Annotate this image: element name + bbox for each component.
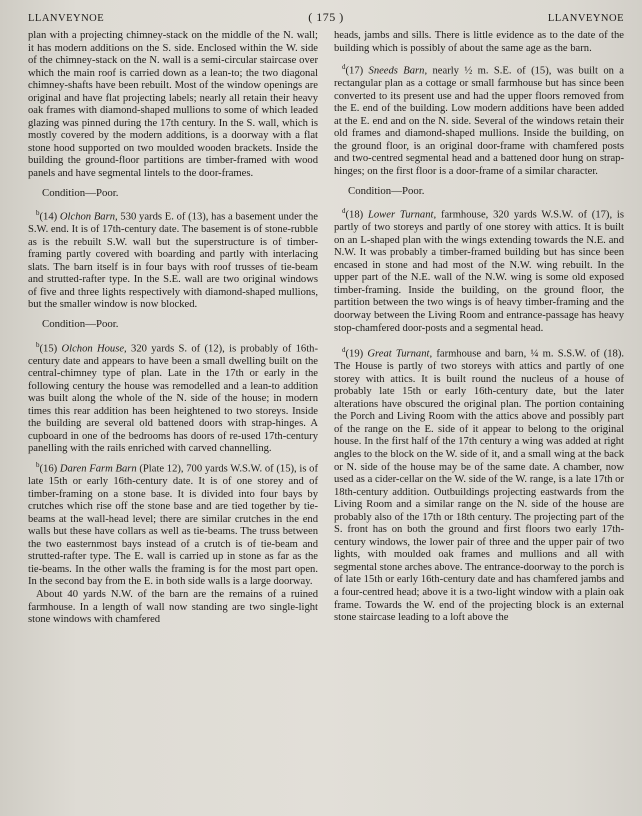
text-columns	[28, 30, 624, 627]
entry-mark: b	[36, 209, 40, 218]
entry-number: (18)	[345, 209, 364, 221]
entry-text: (Plate 12), 700 yards W.S.W. of (15), is of late 15th or early 16th-century date. It is of one storey and of timber-framing on a stone base. It is divided into four bays by crutches which rise off the stone base and are tied together by tie-beams at the wall-head level; there are similar crutches in the end walls but these have collars as well as tie-beams. The truss between the two easternmost bays instead of a crutch is of tie-beam and strutted-rafter type. The E. wall is carried up in stone as far as the tie-beams. In the other walls the framing is for the most part open. In the second bay from the E. in both side walls is a large doorway.	[28, 463, 318, 588]
entry-title: Olchon House,	[61, 343, 127, 355]
left-column	[28, 30, 318, 627]
entry-number: (16)	[39, 463, 58, 475]
entry-18	[334, 205, 624, 335]
entry-mark: d	[342, 346, 346, 355]
paragraph: About 40 yards N.W. of the barn are the remains of a ruined farmhouse. In a length of wall now standing are two single-light stone windows with chamfered	[28, 589, 318, 626]
condition-note: Condition—Poor.	[42, 318, 119, 331]
entry-15	[28, 339, 318, 456]
right-column	[334, 30, 624, 627]
entry-17	[334, 61, 624, 178]
entry-title: Lower Turnant,	[367, 209, 437, 221]
entry-mark: d	[342, 63, 346, 72]
entry-number: (19)	[345, 348, 364, 360]
condition-note: Condition—Poor.	[42, 186, 119, 199]
entry-number: (17)	[345, 65, 364, 77]
entry-number: (15)	[39, 343, 58, 355]
entry-mark: d	[342, 207, 346, 216]
entry-text: farmhouse, 320 yards W.S.W. of (17), is partly of two storeys and partly of one storey with attics. It is built on an L-shaped plan with the wings extending towards the N.E. and N.W. It was probably a timber-framed building but has since been encased in stone and had most of the N.W. wing rebuilt. In the upper part of the N.E. wall of the N.W. wing is some old exposed timber-framing. Inside the building, on the ground floor, the partition between the two wings is of heavy timber-framing and the doorway between the Living Room and entrance-passage has heavy stop-chamfered door-posts and a segmental head.	[334, 209, 624, 334]
running-header	[28, 10, 624, 26]
entry-text: nearly ½ m. S.E. of (15), was built on a rectangular plan as a cottage or small farmhouse but has since been converted to its present use and had the upper floors removed from the E. end of the building. Low modern additions have been added at the E. end and on the N. side. Several of the windows retain their old frames and diamond-shaped mullions. Inside the building, on the ground floor, is an original door-frame with chamfered posts and two-centred segmental head and a battened door hung on strap-hinges; on the first floor is a door-frame of a similar character.	[334, 65, 624, 177]
entry-number: (14)	[39, 211, 58, 223]
entry-mark: b	[36, 461, 40, 470]
entry-title: Olchon Barn,	[59, 211, 118, 223]
header-left: LLANVEYNOE	[28, 13, 105, 24]
entry-title: Great Turnant,	[367, 348, 433, 360]
paragraph: heads, jambs and sills. There is little evidence as to the date of the building which is possibly of about the same age as the barn.	[334, 30, 624, 54]
paragraph: plan with a projecting chimney-stack on the middle of the N. wall; it has modern additions on the S. side. Enclosed within the W. side of the chimney-stack on the N. wall is a semi-circular staircase over which the main roof is carried down as a lean-to; the two diagonal chimney-shafts have been rebuilt. Most of the window openings are original and have flat projecting labels; nearly all retain their heavy oak frames with diamond-shaped mullions to some of which leaded glazing was pinned during the 17th century. In the S. wall, which is mostly covered by the modern additions, is a doorway with a flat stone hood supported on two moulded wooden brackets. Inside the building the ground-floor partitions are timber-framed with wood panels and have segmental lintels to the door-frames.	[28, 30, 318, 180]
entry-text: farmhouse and barn, ¼ m. S.S.W. of (18). The House is partly of two storeys with attics and partly of one storey with attics. It is built round the nucleus of a house of probably late 15th or early 16th-century date, but the later alterations have obscured the original plan. The portion containing the Porch and Living Room with the attics above and possibly part of the range on the E. side of it appear to belong to the original house. In the first half of the 17th century a wing was added at right angles to the block on the W. side of it, and a small wing at the back or N. side of the house may be of the same date. A chamber, now used as a cider-cellar on the W. side of the W. range, is a late 17th or 18th-century addition. Outbuildings projecting eastwards from the Living Room and a similar range on the N. side of the house are probably also of the 17th or 18th century. The projecting part of the S. front has on both the ground and first floors two early 17th-century windows, the lower pair of three and the upper pair of two lights, with moulded oak frames and mullions and all with segmental stone arches above. The entrance-doorway to the porch is of late 15th or early 16th-century date and has chamfered jambs and a four-centred head; above it is a two-light window with a plain oak frame. Towards the W. end of the projecting block is an external stone staircase leading to a loft above the	[334, 348, 625, 624]
entry-text: 530 yards E. of (13), has a basement under the S.W. end. It is of 17th-century date. The basement is of stone-rubble as is the rebuilt S.W. wall but the superstructure is of timber-framing partly covered with boarding and partly with interlacing slats. The barn itself is in four bays with roof trusses of tie-beam and strutted-rafter type. In the S.E. wall are two original windows of five and three lights respectively with diamond-shaped mullions, but the smaller window is now blocked.	[28, 211, 319, 311]
entry-title: Sneeds Barn,	[368, 65, 428, 77]
entry-text: 320 yards S. of (12), is probably of 16th-century date and appears to have been a small dwelling built on the central-chimney type of plan. Late in the 17th or early in the following century the house was remodelled and a lean-to addition was built along the whole of the N. side of the house; in modern times this rear addition has been heightened to two storeys. Inside the building are several old battened doors with strap-hinges. A cupboard in one of the bedrooms has doors of re-used 17th-century panelling with the rails enriched with carved channelling.	[28, 343, 318, 455]
header-right: LLANVEYNOE	[547, 13, 624, 24]
condition-note: Condition—Poor.	[348, 184, 425, 197]
entry-title: Daren Farm Barn	[59, 463, 137, 475]
page-number: ( 175 )	[308, 10, 344, 24]
entry-mark: b	[36, 340, 40, 349]
entry-19	[334, 344, 624, 625]
entry-14	[28, 207, 318, 312]
entry-16	[28, 459, 318, 589]
